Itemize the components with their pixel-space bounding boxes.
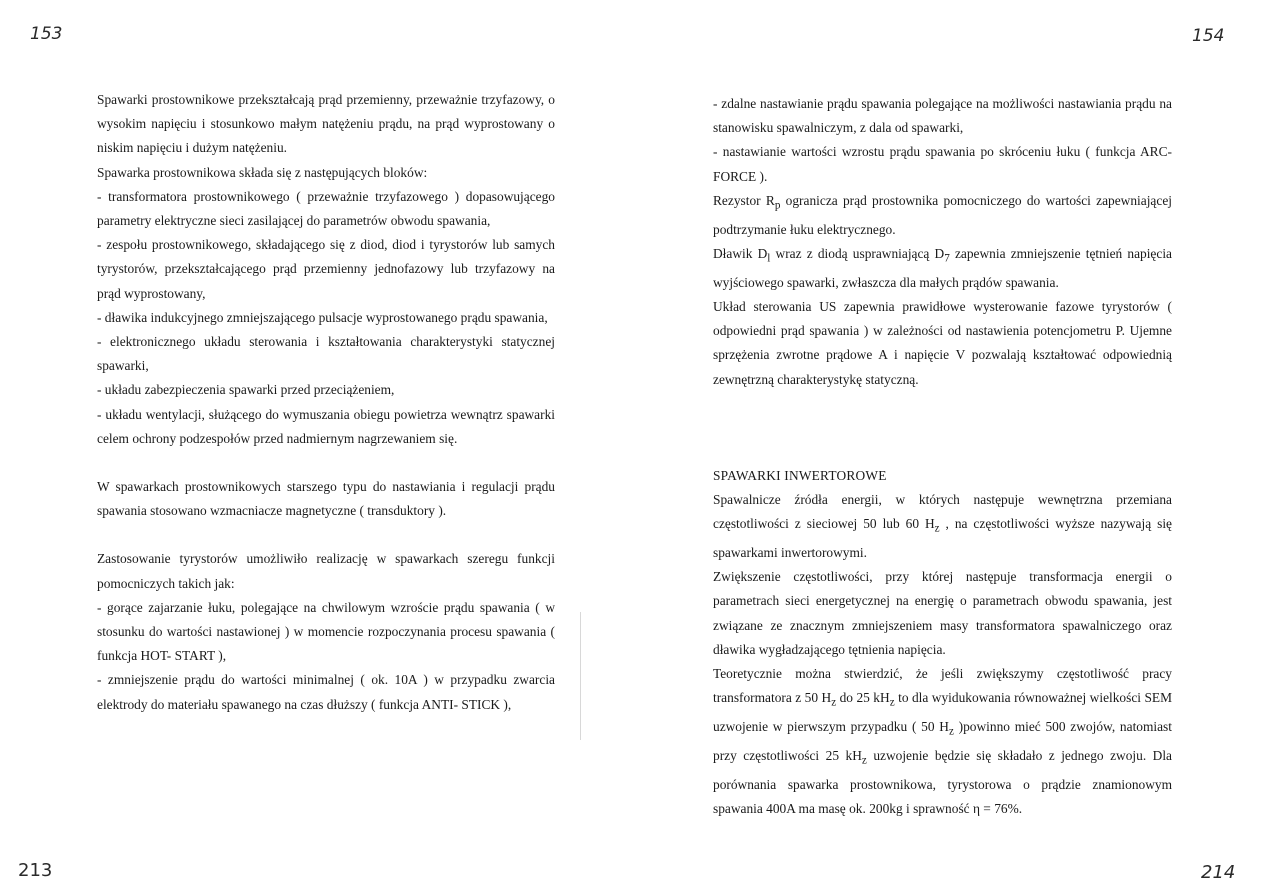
list-item: - gorące zajarzanie łuku, polegające na chwilowym wzroście prądu spawania ( w stosunku do wartości nastawionej ) w momencie rozpoczynania procesu spawania ( funkcja HOT- START ),: [97, 599, 555, 664]
page-number-bottom-left: 213: [18, 860, 53, 881]
list-item: - transformatora prostownikowego ( przeważnie trzyfazowego ) dopasowującego parametry elektryczne sieci zasilającej do parametrów obwodu spawania,: [97, 188, 555, 229]
list-item: - układu zabezpieczenia spawarki przed przeciążeniem,: [97, 382, 395, 398]
paragraph: Spawarki prostownikowe przekształcają prąd przemienny, przeważnie trzyfazowy, o wysokim napięciu i stosunkowo małym natężeniu prądu, na prąd wyprostowany o niskim napięciu i dużym natężeniu.: [97, 92, 555, 156]
paragraph: Teoretycznie można stwierdzić, że jeśli zwiększymy częstotliwość pracy transformatora z 50 $H_z$ do 25 $kH_z$ to dla wyidukowania równoważnej wielkości SEM uzwojenie w pierwszym przypadku ( 50 $H_z$ )powinno mieć 500 zwojów, natomiast przy częstotliwości 25 $kH_z$ uzwojenie będzie się składało z jednego zwoju. Dla porównania spawarka prostownikowa, tyrystorowa o prądzie znamionowym spawania 400A ma masę ok. 200kg i sprawność η = 76%.: [713, 666, 1172, 817]
list-item: - zmniejszenie prądu do wartości minimalnej ( ok. 10A ) w przypadku zwarcia elektrody do materiału spawanego na czas dłuższy ( funkcja ANTI- STICK ),: [97, 672, 555, 712]
list-item: - zdalne nastawianie prądu spawania polegające na możliwości nastawiania prądu na stanowisku spawalniczym, z dala od spawarki,: [713, 96, 1172, 136]
paragraph: Dławik $D_l$ wraz z diodą usprawniającą $D_7$ zapewnia zmniejszenie tętnień napięcia wyjściowego spawarki, zwłaszcza dla małych prądów spawania.: [713, 245, 1172, 290]
list-item: - zespołu prostownikowego, składającego się z diod, diod i tyrystorów lub samych tyrystorów, przekształcającego prąd przemienny jednofazowy lub trzyfazowy na prąd wyprostowany,: [97, 237, 555, 301]
list-item: - elektronicznego układu sterowania i kształtowania charakterystyki statycznej spawarki,: [97, 334, 555, 374]
list-item: - układu wentylacji, służącego do wymuszania obiegu powietrza wewnątrz spawarki celem ochrony podzespołów przed nadmiernym nagrzewaniem się.: [97, 406, 555, 446]
section-heading: SPAWARKI INWERTOROWE: [713, 467, 887, 483]
list-item: - dławika indukcyjnego zmniejszającego pulsacje wyprostowanego prądu spawania,: [97, 309, 548, 325]
left-page-text: [97, 88, 555, 717]
paragraph: W spawarkach prostownikowych starszego typu do nastawiania i regulacji prądu spawania stosowano wzmacniacze magnetyczne ( transduktory ).: [97, 479, 555, 519]
paragraph: Spawalnicze źródła energii, w których następuje wewnętrzna przemiana częstotliwości z sieciowej 50 lub 60 $H_z$ , na częstotliwości wyższe nazywają się spawarkami inwertorowymi.: [713, 491, 1172, 561]
list-item: - nastawianie wartości wzrostu prądu spawania po skróceniu łuku ( funkcja ARC-FORCE ).: [713, 144, 1172, 184]
page-number-top-left: 153: [30, 24, 63, 44]
paragraph: Układ sterowania US zapewnia prawidłowe wysterowanie fazowe tyrystorów ( odpowiedni prąd spawania ) w zależności od nastawienia potencjometru P. Ujemne sprzężenia zwrotne prądowe A i napięcie V pozwalają kształtować odpowiednią zewnętrzną charakterystykę statyczną.: [713, 298, 1172, 387]
paragraph: Rezystor $R_p$ ogranicza prąd prostownika pomocniczego do wartości zapewniającej podtrzymanie łuku elektrycznego.: [713, 192, 1172, 237]
paragraph: Spawarka prostownikowa składa się z następujących bloków:: [97, 164, 428, 180]
paragraph: Zastosowanie tyrystorów umożliwiło realizację w spawarkach szeregu funkcji pomocniczych takich jak:: [97, 551, 555, 591]
page-number-bottom-right: 214: [1201, 862, 1236, 883]
scan-artifact-line: [580, 612, 581, 740]
page-number-top-right: 154: [1192, 26, 1225, 46]
right-page-text: [713, 92, 1172, 821]
paragraph: Zwiększenie częstotliwości, przy której następuje transformacja energii o parametrach sieci energetycznej na energię o parametrach obwodu spawania, jest związane ze znacznym zmniejszeniem masy transformatora spawalniczego oraz dławika wygładzającego tętnienia napięcia.: [713, 569, 1172, 657]
